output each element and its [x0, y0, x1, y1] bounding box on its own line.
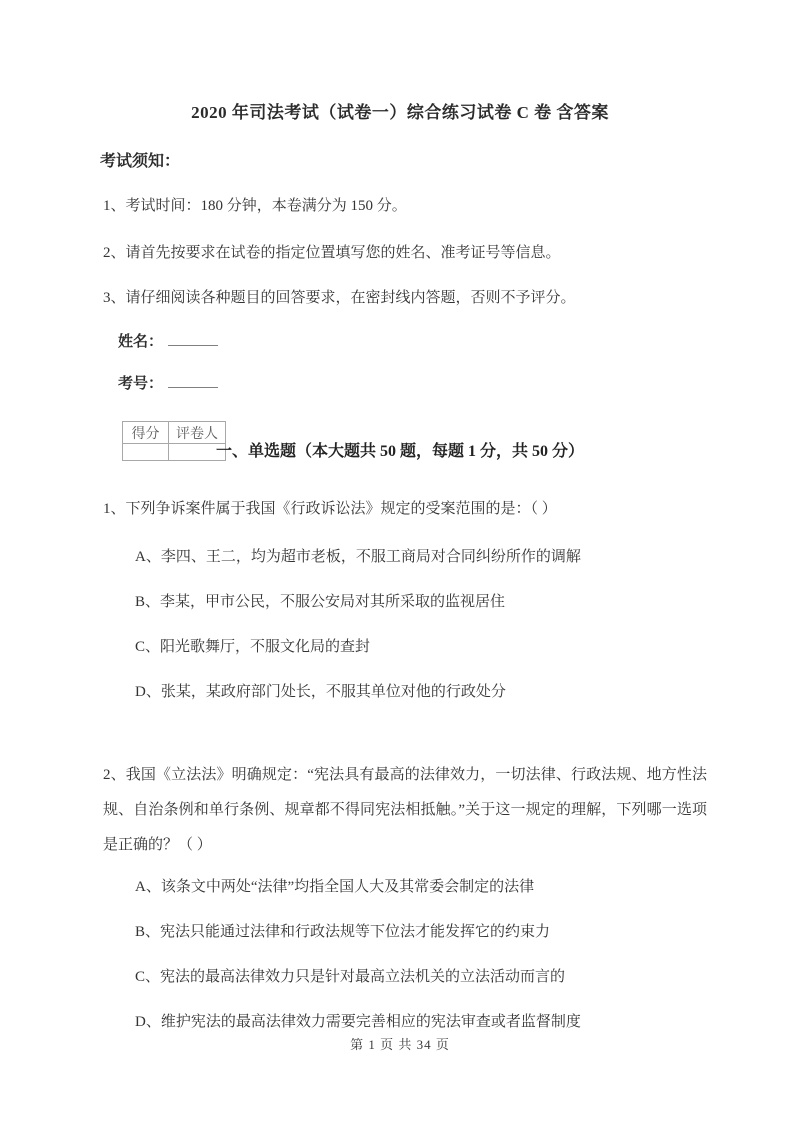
q1-option-b: B、李某，甲市公民，不服公安局对其所采取的监视居住	[135, 594, 506, 610]
name-field-row	[118, 332, 800, 352]
page-title: 2020 年司法考试（试卷一）综合练习试卷 C 卷 含答案	[191, 103, 609, 122]
grader-header-cell: 评卷人	[169, 422, 226, 444]
exam-no-field-row	[118, 374, 800, 394]
q1-option-d: D、张某，某政府部门处长，不服其单位对他的行政处分	[135, 684, 506, 700]
q2-option-b: B、宪法只能通过法律和行政法规等下位法才能发挥它的约束力	[135, 924, 551, 940]
question-1-options	[0, 546, 800, 703]
page-number-footer: 第 1 页 共 34 页	[350, 1037, 450, 1052]
score-header-cell: 得分	[123, 422, 169, 444]
score-table-header-row	[123, 422, 226, 444]
q2-option-c: C、宪法的最高法律效力只是针对最高立法机关的立法活动而言的	[135, 969, 566, 985]
notice-item-2: 2、请首先按要求在试卷的指定位置填写您的姓名、准考证号等信息。	[103, 245, 561, 261]
section-heading: 一、单选题（本大题共 50 题，每题 1 分，共 50 分）	[215, 443, 584, 460]
q2-option-d: D、维护宪法的最高法律效力需要完善相应的宪法审查或者监督制度	[135, 1014, 581, 1030]
name-blank	[168, 333, 218, 346]
notice-item-3: 3、请仔细阅读各种题目的回答要求，在密封线内答题，否则不予评分。	[103, 290, 576, 306]
exam-no-blank	[168, 375, 218, 388]
q1-option-a: A、李四、王二，均为超市老板，不服工商局对合同纠纷所作的调解	[135, 549, 581, 565]
q2-option-a: A、该条文中两处“法律”均指全国人大及其常委会制定的法律	[135, 879, 535, 895]
exam-notice-heading: 考试须知：	[100, 153, 181, 170]
question-2-options	[0, 876, 800, 1033]
score-table-section	[0, 421, 800, 462]
question-2-stem: 2、我国《立法法》明确规定：“宪法具有最高的法律效力，一切法律、行政法规、地方性法规、自治条例和单行条例、规章都不得同宪法相抵触。”关于这一规定的理解，下列哪一选项是正确的？（ ）	[103, 767, 707, 853]
exam-no-label: 考号：	[118, 376, 164, 392]
notice-item-1: 1、考试时间：180 分钟，本卷满分为 150 分。	[103, 198, 407, 214]
q1-option-c: C、阳光歌舞厅，不服文化局的查封	[135, 639, 371, 655]
name-label: 姓名：	[118, 334, 164, 350]
question-1-stem: 1、下列争诉案件属于我国《行政诉讼法》规定的受案范围的是：（ ）	[103, 501, 557, 517]
